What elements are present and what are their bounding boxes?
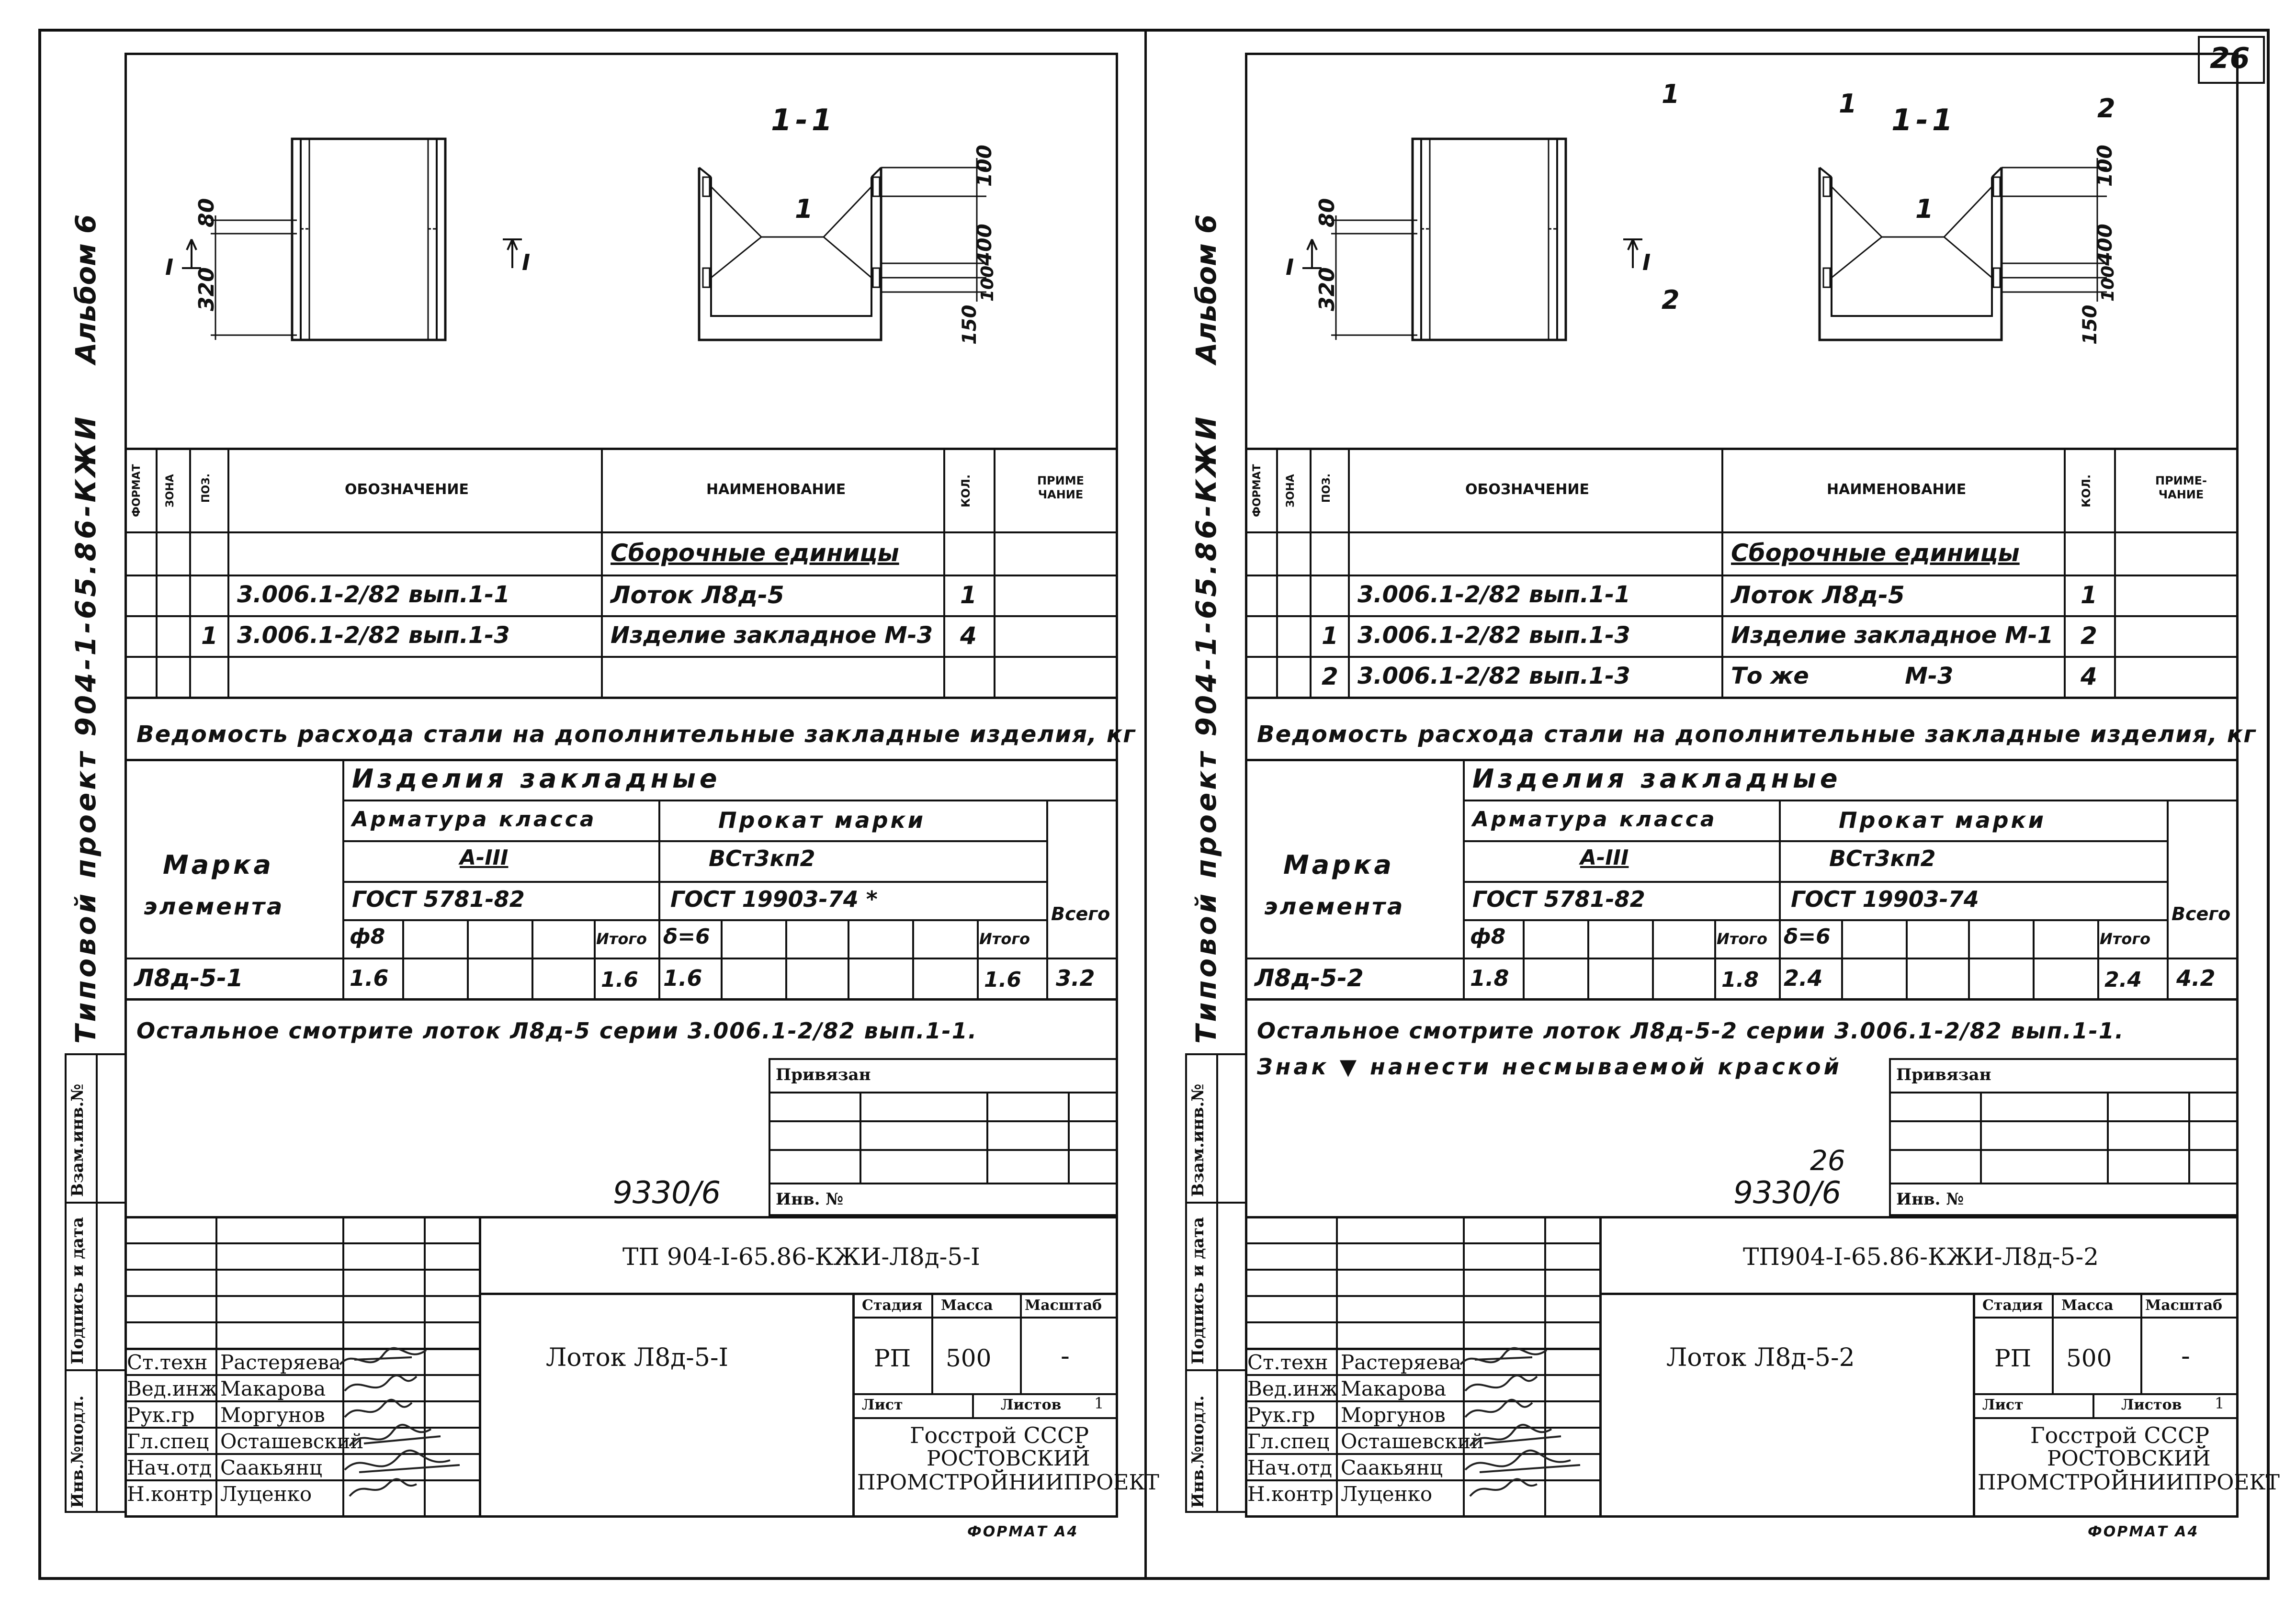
steel-rebar-gost: ГОСТ 5781-82 [352, 886, 525, 912]
spec-head-format: ФОРМАТ [1251, 464, 1263, 517]
sheet-divider [1144, 29, 1147, 1580]
note-1: Остальное смотрите лоток Л8д-5 серии 3.006.1-2/82 вып.1-1. [136, 1018, 978, 1044]
steel-line [1463, 800, 2239, 801]
title-block-col [1973, 1293, 1975, 1518]
side-stamp-divider [96, 1053, 98, 1513]
spec-row-designation: 3.006.1-2/82 вып.1-3 [1357, 622, 1630, 649]
spec-line [1245, 615, 2239, 617]
dim-320: 320 [1315, 267, 1339, 311]
spec-row-name: Изделие закладное М-1 [1731, 622, 2054, 649]
album-label: Альбом 6 [69, 214, 102, 364]
signer-role: Нач.отд [127, 1456, 212, 1479]
signer-name: Саакьянц [1341, 1456, 1443, 1479]
side-stamp-line [1185, 1369, 1247, 1371]
spec-col [2114, 448, 2116, 697]
binding-line [1889, 1149, 2239, 1151]
steel-col [1587, 919, 1589, 998]
sig-col [215, 1216, 217, 1518]
title-block-col [479, 1216, 481, 1518]
title-block-col [852, 1293, 855, 1518]
sig-row [124, 1242, 479, 1244]
signer-name: Растеряева [220, 1351, 341, 1374]
title-block-top [1245, 1216, 2239, 1218]
spec-row-designation: 3.006.1-2/82 вып.1-3 [1357, 663, 1630, 689]
spec-head-name: НАИМЕНОВАНИЕ [706, 481, 846, 498]
signer-role: Ст.техн [127, 1351, 208, 1374]
steel-col [1714, 919, 1716, 998]
title-block-col [2092, 1393, 2094, 1417]
plan-view [1302, 124, 1647, 373]
side-label-signature: Подпись и дата [68, 1217, 87, 1364]
dim-100b: 100 [2098, 265, 2118, 302]
drawing-bottom-line [124, 448, 1118, 450]
steel-line [124, 759, 1118, 761]
spec-row-name: Сборочные единицы [611, 539, 899, 567]
steel-line [342, 800, 1118, 801]
steel-rolled: Прокат марки [718, 807, 926, 833]
title-block-col [2140, 1293, 2142, 1393]
signer-role: Рук.гр [127, 1403, 195, 1427]
section-label: 1-1 [771, 102, 837, 137]
signer-name: Моргунов [1341, 1403, 1446, 1427]
steel-line [1463, 881, 2167, 883]
steel-row-itogo2: 1.6 [984, 968, 1021, 992]
steel-rebar-grade: А-III [460, 845, 509, 870]
title-block-line [852, 1393, 1118, 1395]
spec-col [994, 448, 995, 697]
spec-line [1245, 531, 2239, 533]
steel-col [532, 919, 533, 998]
binding-line [769, 1092, 1118, 1093]
steel-line [1245, 958, 2239, 959]
section-callout: 1 [795, 194, 813, 224]
spec-head-zone: ЗОНА [1285, 474, 1297, 507]
steel-line [124, 998, 1118, 1001]
steel-total-head: Всего [2172, 903, 2231, 924]
dim-150: 150 [959, 304, 981, 345]
format-label: ФОРМАТ А4 [2088, 1523, 2199, 1540]
spec-line [124, 656, 1118, 658]
steel-rolled-gost: ГОСТ 19903-74 * [670, 886, 878, 912]
steel-row-d6: 2.4 [1784, 965, 1823, 991]
scale-head: Масштаб [2145, 1297, 2223, 1314]
doc-code: ТП 904-I-65.86-КЖИ-Л8д-5-I [622, 1243, 980, 1271]
spec-row-pos: 1 [201, 622, 218, 650]
cut-mark-right: I [522, 249, 531, 275]
title-block-col [931, 1293, 933, 1393]
plan-view [182, 124, 527, 373]
spec-head-note: ПРИМЕ- ЧАНИЕ [2155, 474, 2207, 501]
spec-row-designation: 3.006.1-2/82 вып.1-3 [237, 622, 510, 649]
note-1: Остальное смотрите лоток Л8д-5-2 серии 3.006.1-2/82 вып.1-1. [1257, 1018, 2125, 1044]
binding-line [1889, 1183, 2239, 1184]
dim-100b: 100 [978, 265, 997, 302]
binding-col [2107, 1092, 2109, 1183]
sig-row [1245, 1321, 1599, 1323]
steel-col [1523, 919, 1525, 998]
inv-number: 9330/6 [1733, 1175, 1842, 1211]
binding-line [1889, 1092, 2239, 1093]
drawing-title: Лоток Л8д-5-2 [1666, 1343, 1855, 1372]
steel-row-phi8: 1.8 [1470, 965, 1509, 991]
signer-role: Вед.инж [127, 1377, 218, 1400]
spec-line [124, 531, 1118, 533]
stage-value: РП [874, 1344, 911, 1372]
title-block-col [1599, 1216, 1602, 1518]
spec-col [2064, 448, 2066, 697]
spec-head-format: ФОРМАТ [131, 464, 143, 517]
title-block-top [124, 1216, 1118, 1218]
spec-row-designation: 3.006.1-2/82 вып.1-1 [1357, 581, 1630, 608]
steel-col [912, 919, 914, 998]
drawing-title: Лоток Л8д-5-I [546, 1343, 729, 1372]
dim-100: 100 [2093, 145, 2116, 187]
steel-itogo: Итого [979, 930, 1030, 948]
title-block-line [1973, 1393, 2239, 1395]
spec-row-name: Сборочные единицы [1731, 539, 2020, 567]
steel-delta: δ=6 [663, 924, 710, 949]
steel-itogo: Итого [1717, 930, 1768, 948]
signer-name: Луценко [220, 1482, 312, 1506]
steel-row-total: 3.2 [1056, 965, 1095, 991]
steel-rebar-grade: А-III [1580, 845, 1629, 870]
steel-phi: ф8 [350, 924, 385, 949]
steel-col [594, 919, 596, 998]
steel-line [1463, 919, 2167, 921]
title-block-col [1020, 1293, 1022, 1393]
dim-80: 80 [1315, 198, 1339, 227]
steel-row-d6: 1.6 [663, 965, 702, 991]
org-line-1: Госстрой СССР [910, 1422, 1089, 1448]
steel-rebar-class: Арматура класса [352, 807, 597, 832]
binding-label: Привязан [1896, 1065, 1991, 1084]
cut-mark-left: I [165, 254, 174, 280]
spec-row-name: Изделие закладное М-3 [611, 622, 933, 649]
steel-total-head: Всего [1051, 903, 1110, 924]
steel-row-itogo1: 1.8 [1721, 968, 1759, 992]
steel-rolled-grade: ВСт3кп2 [709, 845, 815, 871]
signer-role: Вед.инж [1247, 1377, 1338, 1400]
scale-value: - [2181, 1341, 2190, 1372]
spec-col [1348, 448, 1350, 697]
project-label: Типовой проект 904-1-65.86-КЖИ [69, 414, 102, 1044]
format-label: ФОРМАТ А4 [967, 1523, 1079, 1540]
sig-row [1245, 1269, 1599, 1271]
section-callout: 1 [1839, 89, 1857, 119]
spec-col [189, 448, 191, 697]
signatures-scribble [1456, 1345, 1599, 1503]
note-2: Знак ▼ нанести несмываемой краской [1257, 1054, 1842, 1080]
steel-col [658, 800, 660, 998]
steel-col [1841, 919, 1843, 998]
spec-head-qty: КОЛ. [959, 474, 973, 507]
binding-col [1068, 1092, 1070, 1183]
signer-role: Н.контр [127, 1482, 213, 1506]
side-stamp-line [65, 1202, 127, 1204]
sig-row [124, 1269, 479, 1271]
stage-value: РП [1994, 1344, 2032, 1372]
spec-row-qty: 4 [2081, 663, 2097, 690]
mass-head: Масса [941, 1297, 993, 1314]
steel-line [124, 958, 1118, 959]
spec-row-qty: 1 [2081, 581, 2097, 609]
signer-name: Растеряева [1341, 1351, 1461, 1374]
binding-col [860, 1092, 861, 1183]
steel-col [721, 919, 723, 998]
steel-col [1463, 759, 1465, 998]
section-callout: 1 [1915, 194, 1934, 224]
spec-row-pos: 1 [1322, 622, 1338, 650]
steel-col [2167, 800, 2169, 998]
section-callout: 1 [1662, 79, 1680, 109]
steel-mark-label: Марка [1283, 850, 1394, 880]
section-label: 1-1 [1891, 102, 1957, 137]
title-block-col [972, 1393, 974, 1417]
project-label: Типовой проект 904-1-65.86-КЖИ [1190, 414, 1222, 1044]
spec-row-name: То же М-3 [1731, 663, 1954, 689]
steel-line [1245, 998, 2239, 1001]
spec-row-designation: 3.006.1-2/82 вып.1-1 [237, 581, 510, 608]
side-label-replace: Взам.инв.№ [68, 1083, 87, 1197]
steel-col [342, 759, 344, 998]
side-stamp-line [65, 1369, 127, 1371]
steel-row-total: 4.2 [2176, 965, 2216, 991]
dim-150: 150 [2079, 304, 2101, 345]
spec-row-name: Лоток Л8д-5 [611, 581, 784, 609]
spec-head-pos: ПОЗ. [200, 473, 212, 503]
stage-head: Стадия [862, 1297, 923, 1314]
steel-col [1968, 919, 1970, 998]
steel-delta: δ=6 [1784, 924, 1831, 949]
lists-head: Листов [1001, 1397, 1062, 1413]
scale-value: - [1061, 1341, 1070, 1372]
signer-name: Саакьянц [220, 1456, 322, 1479]
binding-line [769, 1149, 1118, 1151]
org-line-1: Госстрой СССР [2030, 1422, 2210, 1448]
spec-row-qty: 1 [960, 581, 977, 609]
steel-phi: ф8 [1470, 924, 1506, 949]
steel-row-phi8: 1.6 [350, 965, 389, 991]
spec-col [1276, 448, 1278, 697]
spec-line [124, 575, 1118, 576]
binding-line [1889, 1120, 2239, 1122]
side-stamp-divider [1216, 1053, 1218, 1513]
title-block-line [1973, 1417, 2239, 1419]
spec-line [1245, 697, 2239, 699]
spec-line [124, 697, 1118, 699]
binding-col [1980, 1092, 1982, 1183]
steel-row-itogo2: 2.4 [2104, 968, 2142, 992]
section-callout: 2 [2097, 93, 2115, 124]
signer-name: Макарова [220, 1377, 326, 1400]
sig-row [124, 1321, 479, 1323]
doc-code: ТП904-I-65.86-КЖИ-Л8д-5-2 [1743, 1243, 2099, 1271]
page-number: 26 [2210, 42, 2250, 75]
spec-col [156, 448, 158, 697]
spec-line [1245, 656, 2239, 658]
spec-col [601, 448, 603, 697]
steel-col [785, 919, 787, 998]
title-block-line [852, 1417, 1118, 1419]
binding-line [769, 1120, 1118, 1122]
list-head: Лист [1982, 1397, 2024, 1413]
mass-value: 500 [2066, 1344, 2112, 1372]
steel-rolled-gost: ГОСТ 19903-74 [1791, 886, 1979, 912]
side-label-inv: Инв.№подл. [68, 1395, 87, 1508]
signer-role: Рук.гр [1247, 1403, 1315, 1427]
steel-col [1652, 919, 1654, 998]
mass-head: Масса [2061, 1297, 2114, 1314]
spec-line [124, 615, 1118, 617]
spec-row-qty: 4 [960, 622, 977, 650]
steel-line [342, 840, 1046, 842]
steel-rebar-class: Арматура класса [1472, 807, 1717, 832]
steel-line [342, 881, 1046, 883]
spec-col [227, 448, 229, 697]
lists-head: Листов [2121, 1397, 2182, 1413]
binding-col [986, 1092, 988, 1183]
signer-role: Гл.спец [1247, 1430, 1330, 1453]
lists-value: 1 [1094, 1394, 1104, 1412]
side-label-replace: Взам.инв.№ [1188, 1083, 1208, 1197]
dim-320: 320 [194, 267, 219, 311]
steel-line [1463, 840, 2167, 842]
signer-role: Нач.отд [1247, 1456, 1333, 1479]
steel-row-itogo1: 1.6 [601, 968, 638, 992]
title-block-col [2052, 1293, 2054, 1393]
steel-row-mark: Л8д-5-2 [1255, 964, 1364, 992]
org-line-3: ПРОМСТРОЙНИИПРОЕКТ [1978, 1470, 2280, 1495]
spec-head-zone: ЗОНА [164, 474, 176, 507]
title-block-line [1599, 1293, 2239, 1295]
steel-line [342, 919, 1046, 921]
side-label-inv: Инв.№подл. [1188, 1395, 1208, 1508]
signer-role: Ст.техн [1247, 1351, 1328, 1374]
steel-col [1779, 800, 1781, 998]
steel-embedded: Изделия закладные [352, 764, 721, 794]
spec-col [1310, 448, 1312, 697]
steel-col [467, 919, 469, 998]
steel-title: Ведомость расхода стали на дополнительные закладные изделия, кг [136, 721, 1136, 748]
steel-title: Ведомость расхода стали на дополнительные закладные изделия, кг [1257, 721, 2257, 748]
steel-col [2097, 919, 2099, 998]
album-label: Альбом 6 [1190, 214, 1222, 364]
cut-mark-right: I [1642, 249, 1651, 275]
steel-rolled: Прокат марки [1839, 807, 2046, 833]
signer-role: Гл.спец [127, 1430, 209, 1453]
spec-col [1721, 448, 1723, 697]
signatures-scribble [335, 1345, 479, 1503]
spec-head-name: НАИМЕНОВАНИЕ [1827, 481, 1967, 498]
steel-itogo: Итого [596, 930, 647, 948]
steel-rolled-grade: ВСт3кп2 [1829, 845, 1936, 871]
steel-mark-label: Марка [163, 850, 274, 880]
steel-mark-label: элемента [1264, 893, 1405, 920]
binding-line [769, 1183, 1118, 1184]
steel-col [977, 919, 979, 998]
binding-col [2188, 1092, 2190, 1183]
steel-row-mark: Л8д-5-1 [134, 964, 243, 992]
spec-head-note: ПРИМЕ ЧАНИЕ [1037, 474, 1085, 501]
list-head: Лист [862, 1397, 903, 1413]
steel-rebar-gost: ГОСТ 5781-82 [1472, 886, 1645, 912]
title-block-line [479, 1293, 1118, 1295]
cut-mark-left: I [1286, 254, 1294, 280]
title-block-line [852, 1317, 1118, 1319]
dim-80: 80 [194, 198, 219, 227]
spec-head-qty: КОЛ. [2080, 474, 2093, 507]
binding-label: Привязан [776, 1065, 871, 1084]
steel-col [402, 919, 404, 998]
steel-col [1906, 919, 1908, 998]
org-line-2: РОСТОВСКИЙ [927, 1446, 1090, 1471]
signer-name: Макарова [1341, 1377, 1447, 1400]
sig-col [1336, 1216, 1338, 1518]
signer-name: Луценко [1341, 1482, 1433, 1506]
spec-row-qty: 2 [2081, 622, 2097, 650]
steel-itogo: Итого [2100, 930, 2151, 948]
spec-col [943, 448, 945, 697]
inv-label: Инв. № [1896, 1190, 1964, 1209]
spec-line [1245, 575, 2239, 576]
sig-row [1245, 1242, 1599, 1244]
drawing-bottom-line [1245, 448, 2239, 450]
sig-row [1245, 1295, 1599, 1297]
spec-row-name: Лоток Л8д-5 [1731, 581, 1905, 609]
steel-col [848, 919, 849, 998]
section-callout: 2 [1662, 285, 1680, 315]
signer-name: Моргунов [220, 1403, 325, 1427]
signer-name: Осташевский [1341, 1430, 1484, 1453]
steel-col [1046, 800, 1048, 998]
lists-value: 1 [2215, 1394, 2225, 1412]
dim-400: 400 [2093, 224, 2116, 266]
inv-label: Инв. № [776, 1190, 844, 1209]
steel-embedded: Изделия закладные [1472, 764, 1842, 794]
spec-head-designation: ОБОЗНАЧЕНИЕ [345, 481, 469, 498]
org-line-3: ПРОМСТРОЙНИИПРОЕКТ [857, 1470, 1159, 1495]
steel-line [1245, 759, 2239, 761]
scale-head: Масштаб [1025, 1297, 1102, 1314]
spec-row-pos: 2 [1322, 663, 1338, 690]
dim-400: 400 [973, 224, 996, 266]
side-stamp-line [1185, 1202, 1247, 1204]
org-line-2: РОСТОВСКИЙ [2047, 1446, 2211, 1471]
stage-head: Стадия [1982, 1297, 2043, 1314]
inv-number: 9330/6 [613, 1175, 721, 1211]
inv-extra: 26 [1810, 1144, 1845, 1177]
sig-row [124, 1295, 479, 1297]
steel-mark-label: элемента [144, 893, 284, 920]
title-block-line [1973, 1317, 2239, 1319]
mass-value: 500 [946, 1344, 992, 1372]
dim-100: 100 [973, 145, 996, 187]
spec-head-pos: ПОЗ. [1321, 473, 1333, 503]
spec-head-designation: ОБОЗНАЧЕНИЕ [1465, 481, 1589, 498]
side-label-signature: Подпись и дата [1188, 1217, 1208, 1364]
signer-role: Н.контр [1247, 1482, 1334, 1506]
signer-name: Осташевский [220, 1430, 364, 1453]
steel-col [2033, 919, 2035, 998]
